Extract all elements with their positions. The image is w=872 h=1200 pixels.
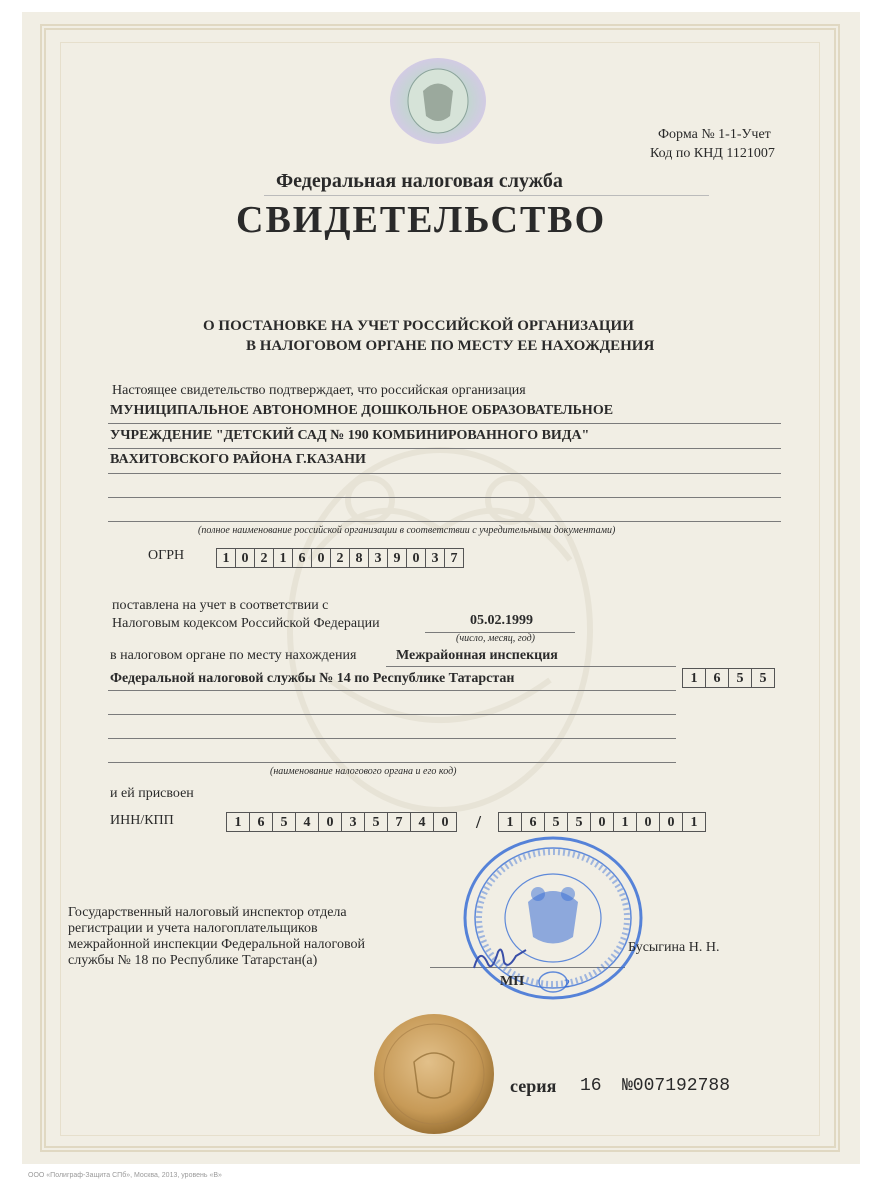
rule [108, 690, 676, 691]
tax-code-digit: 6 [705, 668, 729, 688]
inspector-line: Государственный налоговый инспектор отдела [68, 905, 347, 920]
kpp-digit: 0 [659, 812, 683, 832]
tax-code-digit: 5 [728, 668, 752, 688]
series-label: серия [510, 1076, 557, 1096]
kpp-digit: 1 [498, 812, 522, 832]
form-number: Форма № 1-1-Учет [658, 127, 771, 142]
rule [386, 666, 676, 667]
printer-info: ООО «Полиграф-Защита СПб», Москва, 2013, уровень «В» [28, 1172, 222, 1179]
date-caption: (число, месяц, год) [456, 633, 535, 644]
inspector-name: Бусыгина Н. Н. [628, 940, 720, 955]
agency-underline [264, 195, 709, 196]
ogrn-digit: 6 [292, 548, 312, 568]
ogrn-digit: 3 [425, 548, 445, 568]
inn-digit: 3 [341, 812, 365, 832]
ogrn-digit: 0 [311, 548, 331, 568]
rule [108, 521, 781, 522]
kpp-cells [498, 812, 705, 832]
kpp-digit: 0 [590, 812, 614, 832]
subtitle-line-2: В НАЛОГОВОМ ОРГАНЕ ПО МЕСТУ ЕЕ НАХОЖДЕНИЯ [246, 338, 655, 354]
rule [108, 762, 676, 763]
rule [108, 738, 676, 739]
inn-digit: 1 [226, 812, 250, 832]
inn-kpp-label: ИНН/КПП [110, 813, 174, 828]
official-stamp-icon [458, 832, 648, 1004]
page-title: СВИДЕТЕЛЬСТВО [236, 199, 607, 241]
inn-digit: 6 [249, 812, 273, 832]
tax-office-code-cells [682, 668, 774, 688]
inn-digit: 0 [318, 812, 342, 832]
agency-name: Федеральная налоговая служба [276, 170, 563, 192]
gold-seal-icon [372, 1012, 496, 1136]
ogrn-label: ОГРН [148, 548, 185, 563]
inn-cells [226, 812, 456, 832]
inn-kpp-separator: / [476, 812, 482, 832]
stamp-place-label: МП [500, 974, 525, 989]
org-name-line-2: УЧРЕЖДЕНИЕ "ДЕТСКИЙ САД № 190 КОМБИНИРОВАННОГО ВИДА" [110, 428, 590, 443]
kpp-digit: 5 [567, 812, 591, 832]
rule [108, 473, 781, 474]
inspector-line: службы № 18 по Республике Татарстан(а) [68, 953, 318, 968]
registered-line-1: поставлена на учет в соответствии с [112, 598, 329, 613]
inn-digit: 4 [410, 812, 434, 832]
ogrn-digit: 1 [216, 548, 236, 568]
kpp-digit: 6 [521, 812, 545, 832]
intro-text: Настоящее свидетельство подтверждает, что российская организация [112, 383, 526, 398]
ogrn-digit: 0 [235, 548, 255, 568]
rule [108, 714, 676, 715]
rule [108, 448, 781, 449]
org-name-caption: (полное наименование российской организации в соответствии с учредительными документами) [198, 525, 616, 536]
assigned-label: и ей присвоен [110, 786, 194, 801]
ogrn-digit: 2 [330, 548, 350, 568]
registration-date: 05.02.1999 [470, 613, 533, 628]
inspector-line: регистрации и учета налогоплательщиков [68, 921, 318, 936]
registered-line-2: Налоговым кодексом Российской Федерации [112, 616, 380, 631]
kpp-digit: 0 [636, 812, 660, 832]
ogrn-digit: 9 [387, 548, 407, 568]
knd-code: Код по КНД 1121007 [650, 146, 775, 161]
kpp-digit: 5 [544, 812, 568, 832]
ogrn-cells [216, 548, 463, 568]
handwritten-signature-icon [470, 942, 530, 974]
tax-office-line-1: Межрайонная инспекция [396, 648, 558, 663]
tax-code-digit: 5 [751, 668, 775, 688]
ogrn-digit: 2 [254, 548, 274, 568]
ogrn-digit: 7 [444, 548, 464, 568]
serial-number: №007192788 [622, 1076, 731, 1096]
tax-office-line-2: Федеральной налоговой службы № 14 по Республике Татарстан [110, 671, 515, 686]
tax-code-digit: 1 [682, 668, 706, 688]
stamp-number: 2 [564, 976, 570, 990]
series-number: 16 [580, 1076, 602, 1096]
inn-digit: 5 [364, 812, 388, 832]
tax-office-caption: (наименование налогового органа и его код) [270, 766, 457, 777]
rule [108, 497, 781, 498]
hologram-emblem-icon [388, 56, 488, 146]
inn-digit: 0 [433, 812, 457, 832]
tax-office-label: в налоговом органе по месту нахождения [110, 648, 357, 663]
org-name-line-3: ВАХИТОВСКОГО РАЙОНА Г.КАЗАНИ [110, 452, 366, 467]
subtitle-line-1: О ПОСТАНОВКЕ НА УЧЕТ РОССИЙСКОЙ ОРГАНИЗАЦИИ [203, 318, 634, 334]
inn-digit: 5 [272, 812, 296, 832]
kpp-digit: 1 [613, 812, 637, 832]
inn-digit: 4 [295, 812, 319, 832]
ogrn-digit: 3 [368, 548, 388, 568]
inn-digit: 7 [387, 812, 411, 832]
inspector-line: межрайонной инспекции Федеральной налоговой [68, 937, 365, 952]
kpp-digit: 1 [682, 812, 706, 832]
ogrn-digit: 0 [406, 548, 426, 568]
rule [108, 423, 781, 424]
ogrn-digit: 1 [273, 548, 293, 568]
org-name-line-1: МУНИЦИПАЛЬНОЕ АВТОНОМНОЕ ДОШКОЛЬНОЕ ОБРАЗОВАТЕЛЬНОЕ [110, 403, 614, 418]
inspector-title [68, 905, 365, 969]
ogrn-digit: 8 [349, 548, 369, 568]
